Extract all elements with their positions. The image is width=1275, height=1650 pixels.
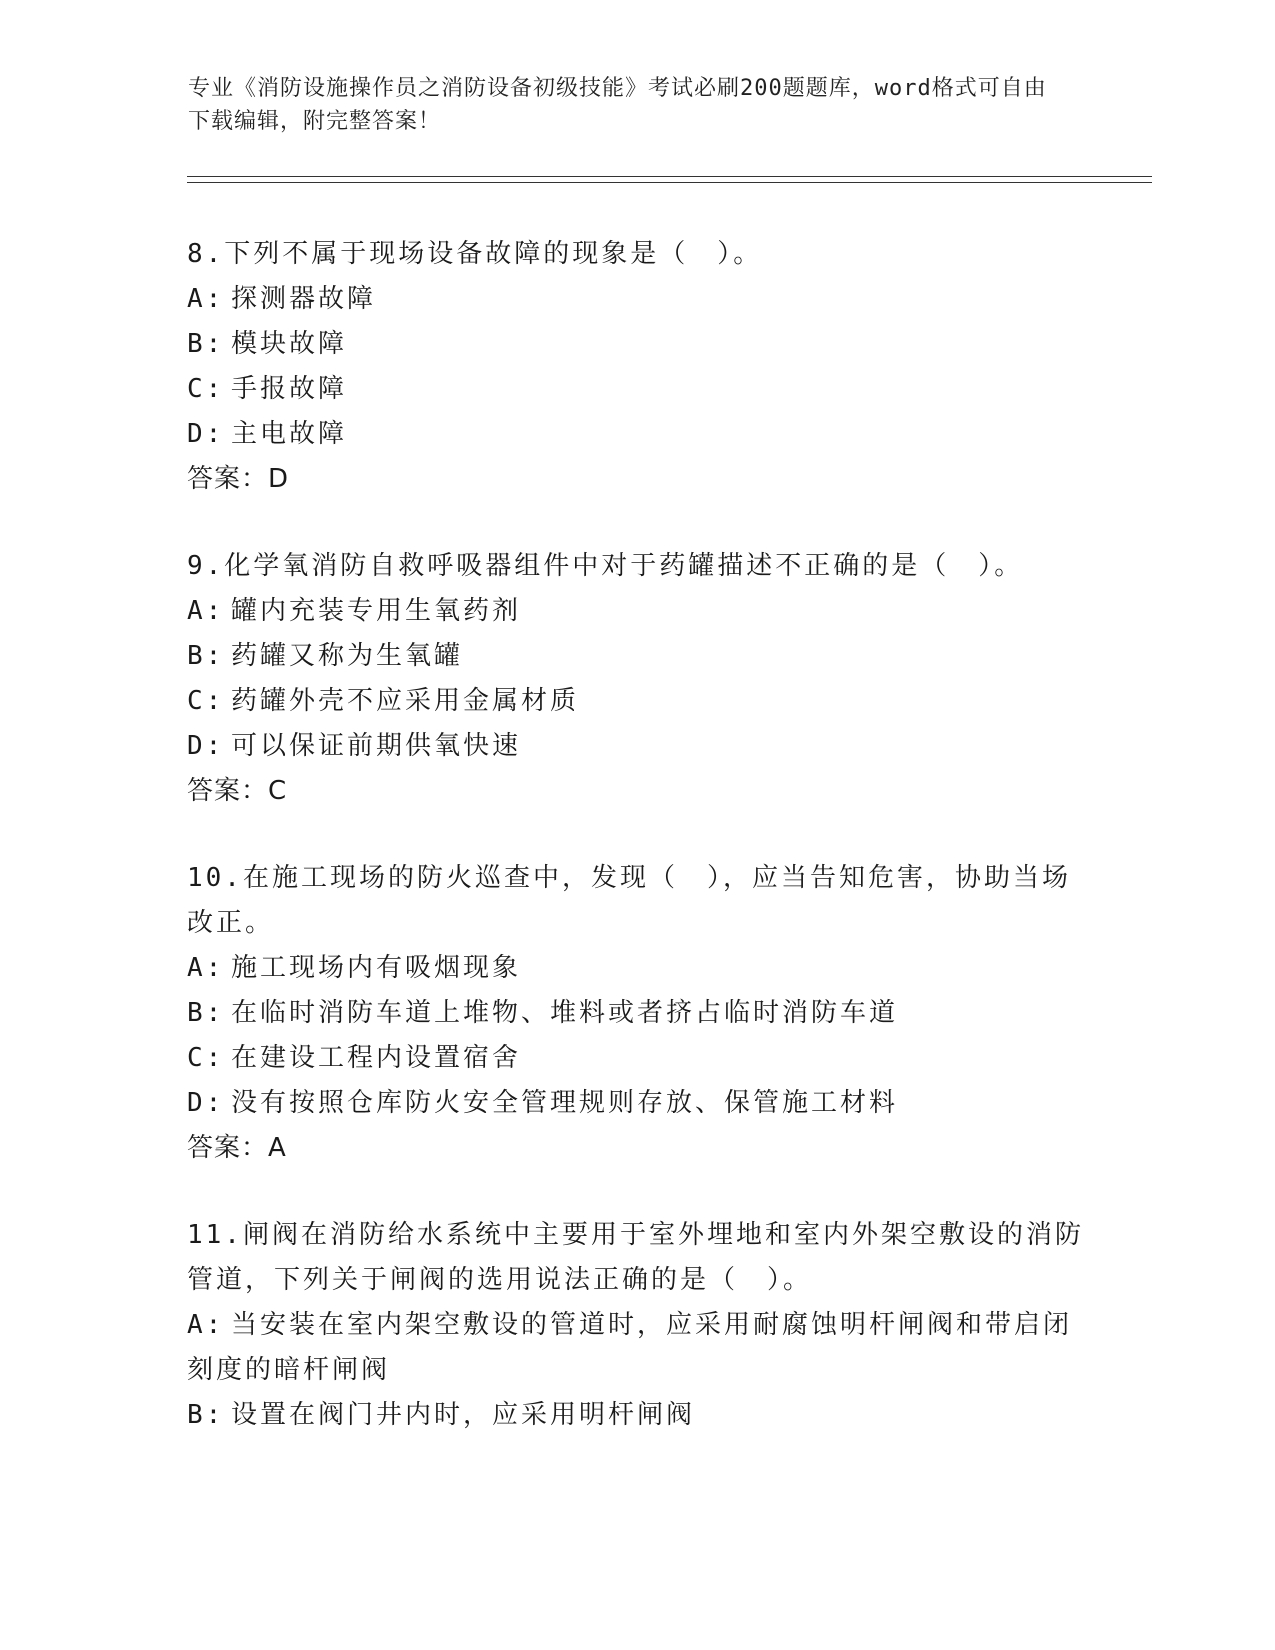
option-key: A:: [187, 284, 225, 314]
option-text: 没有按照仓库防火安全管理规则存放、保管施工材料: [231, 1088, 899, 1118]
option-key: D:: [187, 419, 225, 449]
question-stem: 9.化学氧消防自救呼吸器组件中对于药罐描述不正确的是（ ）。: [187, 551, 1024, 581]
option-key: C:: [187, 1043, 225, 1073]
option-b: [187, 1393, 1087, 1438]
option-text: 药罐又称为生氧罐: [231, 641, 464, 671]
option-text: 当安装在室内架空敷设的管道时，应采用耐腐蚀明杆闸阀和带启闭刻度的暗杆闸阀: [187, 1310, 1073, 1385]
option-b: [187, 634, 1087, 679]
option-text: 药罐外壳不应采用金属材质: [231, 686, 580, 716]
question-11: [187, 1213, 1087, 1438]
option-c: [187, 367, 1087, 412]
question-list: [187, 232, 1087, 1480]
option-c: [187, 679, 1087, 724]
question-8: [187, 232, 1087, 502]
option-key: D:: [187, 731, 225, 761]
option-text: 模块故障: [231, 329, 348, 359]
option-text: 罐内充装专用生氧药剂: [231, 596, 522, 626]
answer-line: 答案：C: [187, 776, 288, 806]
question-stem: 8.下列不属于现场设备故障的现象是（ ）。: [187, 239, 763, 269]
option-c: [187, 1036, 1087, 1081]
option-key: C:: [187, 686, 225, 716]
option-text: 探测器故障: [231, 284, 377, 314]
option-text: 设置在阀门井内时，应采用明杆闸阀: [231, 1400, 696, 1430]
option-a: [187, 589, 1087, 634]
option-text: 在临时消防车道上堆物、堆料或者挤占临时消防车道: [231, 998, 899, 1028]
option-text: 在建设工程内设置宿舍: [231, 1043, 522, 1073]
question-9: [187, 544, 1087, 814]
option-a: [187, 946, 1087, 991]
question-stem: 10.在施工现场的防火巡查中，发现（ ），应当告知危害，协助当场改正。: [187, 863, 1071, 938]
question-10: [187, 856, 1087, 1171]
option-b: [187, 991, 1087, 1036]
option-key: A:: [187, 1310, 225, 1340]
option-d: [187, 724, 1087, 769]
option-text: 施工现场内有吸烟现象: [231, 953, 522, 983]
option-d: [187, 412, 1087, 457]
option-key: C:: [187, 374, 225, 404]
option-a: [187, 1303, 1087, 1393]
answer-line: 答案：A: [187, 1133, 287, 1163]
option-b: [187, 322, 1087, 367]
option-key: B:: [187, 329, 225, 359]
option-key: A:: [187, 953, 225, 983]
option-key: B:: [187, 998, 225, 1028]
option-d: [187, 1081, 1087, 1126]
question-stem: 11.闸阀在消防给水系统中主要用于室外埋地和室内外架空敷设的消防管道，下列关于闸阀的选用说法正确的是（ ）。: [187, 1220, 1084, 1295]
option-key: A:: [187, 596, 225, 626]
option-text: 可以保证前期供氧快速: [231, 731, 522, 761]
option-key: B:: [187, 641, 225, 671]
option-text: 手报故障: [231, 374, 348, 404]
header-divider-top: [187, 176, 1152, 177]
document-header: 专业《消防设施操作员之消防设备初级技能》考试必刷200题题库，word格式可自由下载编辑，附完整答案！: [188, 76, 1047, 134]
option-text: 主电故障: [231, 419, 348, 449]
answer-line: 答案：D: [187, 464, 290, 494]
option-key: D:: [187, 1088, 225, 1118]
option-a: [187, 277, 1087, 322]
header-divider-bottom: [187, 182, 1152, 183]
option-key: B:: [187, 1400, 225, 1430]
